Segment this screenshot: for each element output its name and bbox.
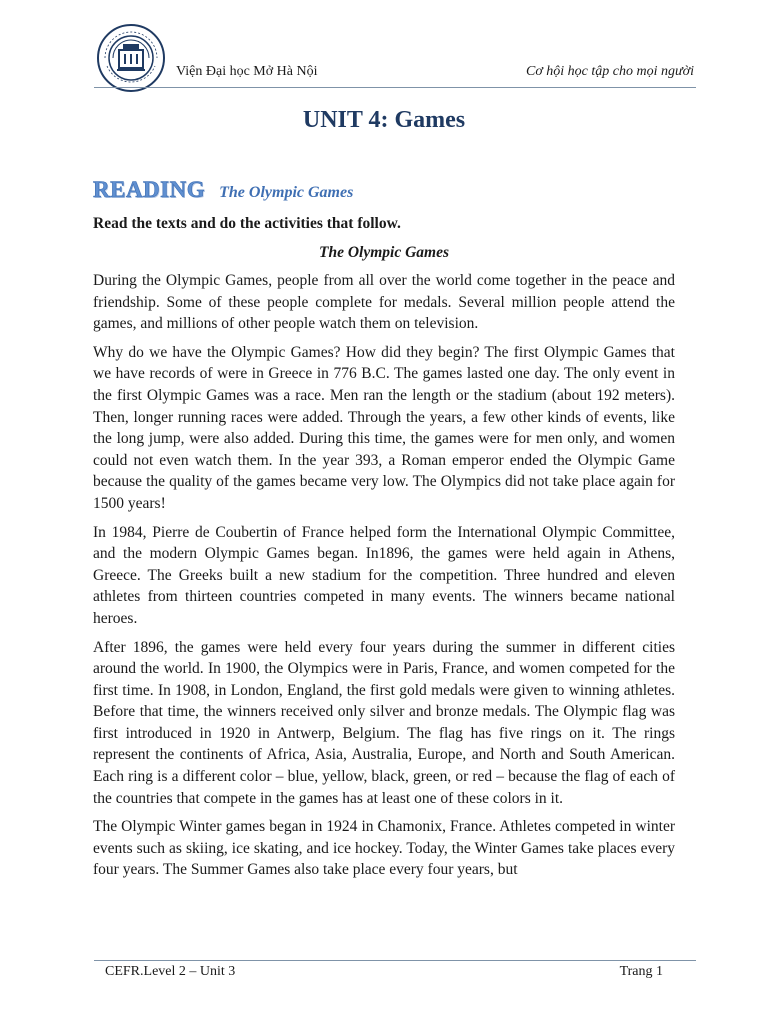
reading-text bbox=[93, 270, 675, 888]
paragraph: During the Olympic Games, people from all over the world come together in the peace and friendship. Some of these people complete for medals. Several million people attend the games, and millions of other people watch them on television. bbox=[93, 272, 675, 333]
header-institute: Viện Đại học Mở Hà Nội bbox=[176, 64, 318, 79]
text-title: The Olympic Games bbox=[318, 244, 449, 261]
paragraph: In 1984, Pierre de Coubertin of France helped form the International Olympic Committee, and the modern Olympic Games began. In1896, the games were held again in Athens, Greece. The Greeks built a new stadium for the competition. Three hundred and eleven athletes from thirteen countries competed in many events. The winners became national heroes. bbox=[93, 523, 675, 627]
header-divider bbox=[94, 87, 696, 88]
footer-course: CEFR.Level 2 – Unit 3 bbox=[105, 964, 236, 979]
instruction: Read the texts and do the activities that follow. bbox=[93, 215, 401, 232]
header-slogan: Cơ hội học tập cho mọi người bbox=[525, 64, 694, 79]
section-heading bbox=[93, 177, 353, 203]
paragraph: Why do we have the Olympic Games? How did they begin? The first Olympic Games that we have records of were in Greece in 776 B.C. The games lasted one day. The only event in the first Olympic Games was a race. Men ran the length or the stadium (about 192 meters). Then, longer running races were added. Through the years, a few other kinds of events, like the long jump, were also added. During this time, the games were for men only, and women could not even watch them. In the year 393, a Roman emperor ended the Olympic Game because the quality of the games became very low. The Olympics did not take place again for 1500 years! bbox=[93, 343, 675, 512]
section-subtitle: The Olympic Games bbox=[219, 184, 354, 201]
paragraph: The Olympic Winter games began in 1924 in Chamonix, France. Athletes competed in winter events such as skiing, ice skating, and ice hockey. Today, the Winter Games take places every four years. The Summer Games also take place every four years, but bbox=[93, 818, 675, 879]
footer-page-number: Trang 1 bbox=[619, 964, 663, 979]
section-label: READING bbox=[93, 177, 206, 202]
paragraph: After 1896, the games were held every four years during the summer in different cities around the world. In 1900, the Olympics were in Paris, France, and women competed for the first time. In 1908, in London, England, the first gold medals were given to winning athletes. Before that time, the winners received only silver and bronze medals. The Olympic flag was first introduced in 1920 in Antwerp, Belgium. The flag has five rings on it. The rings represent the continents of Africa, Asia, Australia, Europe, and North and South American. Each ring is a different color – blue, yellow, black, green, or red – because the flag of each of the countries that compete in the games has at least one of these colors in it. bbox=[93, 638, 675, 807]
university-seal-icon bbox=[95, 22, 167, 94]
footer-divider bbox=[94, 960, 696, 961]
unit-title: UNIT 4: Games bbox=[302, 107, 466, 133]
